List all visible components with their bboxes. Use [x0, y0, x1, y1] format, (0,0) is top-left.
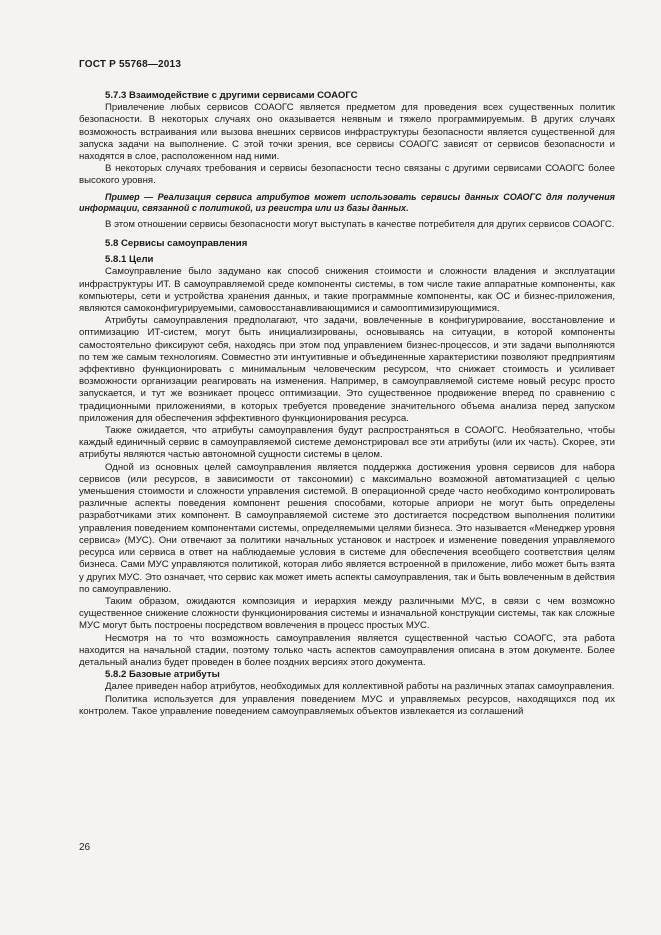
- paragraph: В некоторых случаях требования и сервисы безопасности тесно связаны с другими сервисами СОАОГС более высокого уровня.: [79, 163, 615, 187]
- example-text: Реализация сервиса атрибутов может использовать сервисы данных СОАОГС для получения информации, связанной с политикой, из регистра или из базы данных.: [79, 191, 615, 214]
- paragraph: Политика используется для управления поведением МУС и управляемых ресурсов, находящихся под их контролем. Такое управление поведением самоуправляемых объектов извлекается из соглашений: [79, 693, 615, 717]
- paragraph: Несмотря на то что возможность самоуправления является существенной частью СОАОГС, эта работа находится на начальной стадии, поэтому только часть аспектов самоуправления описана в этом документе. Более детальный анализ будет проведен в более поздних версиях этого документа.: [79, 632, 615, 668]
- section-heading-5-7-3: 5.7.3 Взаимодействие с другими сервисами СОАОГС: [105, 90, 358, 101]
- paragraph: Привлечение любых сервисов СОАОГС является предметом для проведения всех существенных политик безопасности. В некоторых случаях оно оказывается неявным и тяжело программируемым. В других случаях возможность встраивания или вызова внешних сервисов инфраструктуры безопасности является существенной для запуска задачи на выполнение. С этой точки зрения, все сервисы СОАОГС зависят от сервисов безопасности и находятся в слое, расположенном над ними.: [79, 102, 615, 163]
- page-content: [79, 90, 615, 718]
- page-number: 26: [79, 842, 91, 853]
- standard-header: ГОСТ Р 55768—2013: [79, 59, 182, 70]
- paragraph: Самоуправление было задумано как способ снижения стоимости и сложности владения и эксплуатации инфраструктуры ИТ. В самоуправляемой среде компоненты системы, в том числе такие аппаратные компоненты, как компьютеры, сети и устройства хранения данных, и такие программные компоненты, как ОС и бизнес-приложения, являются самоконфигурируемыми, самовосстанавливающимися и самооптимизирующимися.: [79, 266, 615, 315]
- paragraph: Таким образом, ожидаются композиция и иерархия между различными МУС, в связи с чем возможно существенное снижение сложности функционирования системы и изначальной конструкции системы, так как сложные МУС могут быть построены посредством вовлечения в процесс простых МУС.: [79, 595, 615, 632]
- paragraph: Также ожидается, что атрибуты самоуправления будут распространяться в СОАОГС. Необязательно, чтобы каждый единичный сервис в самоуправляемой системе демонстрировал все эти атрибуты (или их часть). Скорее, эти атрибуты являются частью автономной сущности системы в целом.: [79, 425, 615, 461]
- section-heading-5-8: 5.8 Сервисы самоуправления: [105, 238, 248, 250]
- paragraph: Далее приведен набор атрибутов, необходимых для коллективной работы на различных этапах самоуправления.: [105, 681, 615, 693]
- example-note: [79, 192, 615, 215]
- paragraph: Атрибуты самоуправления предполагают, что задачи, вовлеченные в конфигурирование, восстановление и оптимизацию ИТ-систем, могут быть инициализированы, основываясь на ситуации, в которой компоненты самостоятельно фиксируют себя, находясь при этом под управлением бизнес-процессов, и эти задачи выполняются по тем же самым технологиям. Совместно эти интуитивные и объединенные характеристики позволяют предприятиям эффективно функционировать с минимальным человеческим ресурсом, что снижает стоимость и усиливает возможности организации реагировать на изменения. Например, в самоуправляемой системе новый ресурс просто запускается, и тут же возникает процесс оптимизации. Это существенное продвижение вперед по сравнению с традиционными приложениями, в которых требуется проведение значительного объема анализа перед запуском приложения для обеспечения эффективного функционирования ресурса.: [79, 315, 615, 424]
- example-label: Пример —: [105, 191, 154, 202]
- section-heading-5-8-1: 5.8.1 Цели: [105, 254, 154, 266]
- paragraph: В этом отношении сервисы безопасности могут выступать в качестве потребителя для других сервисов СОАОГС.: [105, 218, 615, 230]
- paragraph: Одной из основных целей самоуправления является поддержка достижения уровня сервисов для набора сервисов (или ресурсов, в зависимости от таксономии) с максимально возможной автоматизацией с целью уменьшения стоимости и сложности управления системой. В операционной среде часто необходимо контролировать различные аспекты поведения компонент решения способами, которые априори не могут быть определены разработчиками этих компонент. В самоуправляемой системе это достигается посредством выполнения политики управления поведением компонентами системы, определяемыми целями бизнеса. Это называется «Менеджер уровня сервиса» (МУС). Они отвечают за политики начальных установок и настроек и изменение поведения управляемого ресурса или сервиса в ответ на наблюдаемые условия в системе для обеспечения всеобщего соответствия целям бизнеса. Сами МУС управляются политикой, которая либо является встроенной в приложение, либо может быть взята у других МУС. Это означает, что сервис как может иметь аспекты самоуправления, так и быть вовлеченным в действия по самоуправлению.: [79, 461, 615, 595]
- section-heading-5-8-2: 5.8.2 Базовые атрибуты: [105, 669, 220, 681]
